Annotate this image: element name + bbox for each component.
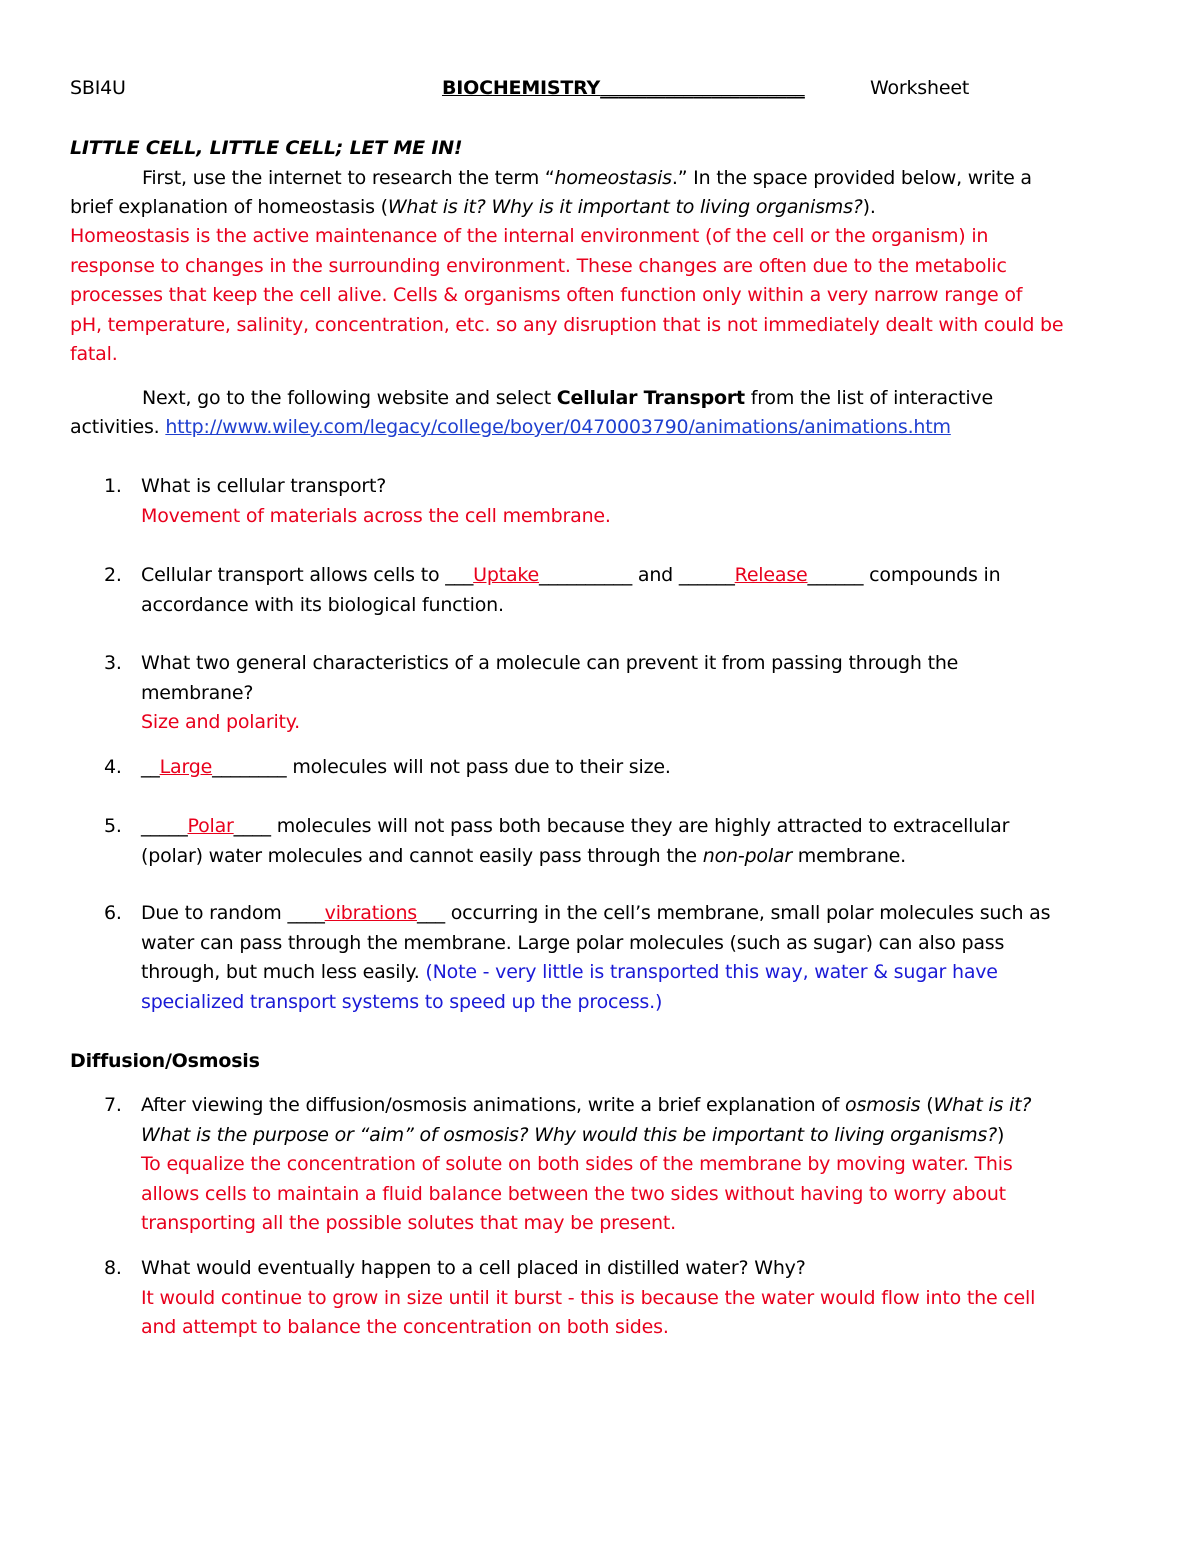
blank-line: ____ [287,902,325,924]
next-text: Next, go to the following website and select [142,387,557,409]
q5-text: molecules will not pass both because they are highly attracted to extracellular [270,815,1010,837]
blank-line: ____ [233,815,271,837]
intro-term: homeostasis [554,167,672,189]
title-text: BIOCHEMISTRY [442,77,601,99]
question-text [141,1121,1141,1151]
answer-line: pH, temperature, salinity, concentration, etc. so any disruption that is not immediately dealt with could be [70,313,1064,336]
q7-text-a: After viewing the diffusion/osmosis animations, write a brief explanation of [141,1094,846,1116]
next-text-2: from the list of interactive [744,387,993,409]
question-text [141,842,1141,872]
q6-text-a: Due to random [141,902,288,924]
question-number: 1. [104,475,122,497]
q2-text-b: and [632,564,679,586]
next-instruction-2 [70,413,951,443]
question-text [141,753,1141,783]
answer-large: Large [159,756,213,778]
q2-text-c: compounds in [863,564,1001,586]
non-polar-term: non-polar [702,844,792,867]
course-code: SBI4U [70,77,126,99]
question-3 [141,649,1141,738]
answer-text: transporting all the possible solutes that may be present. [141,1212,676,1235]
question-2 [141,561,1141,620]
intro-text-2: .” In the space provided below, write a [671,167,1032,189]
question-number: 5. [104,815,122,837]
q5-text-2: (polar) water molecules and cannot easily pass through the [141,844,703,867]
question-text: accordance with its biological function. [141,593,504,616]
q7-text-b: ( [920,1094,934,1116]
answer-vibrations: vibrations [324,902,417,924]
blank-line: ________ [212,756,287,778]
blank-line: ___ [445,564,474,586]
question-text: What two general characteristics of a molecule can prevent it from passing through the [141,652,959,674]
question-text [141,958,1141,988]
next-instruction [142,384,993,414]
question-4 [141,753,1141,783]
question-text: What is cellular transport? [141,475,387,497]
intro-line-1 [142,164,1032,194]
blank-line: __________ [539,564,633,586]
intro-text: First, use the internet to research the term “ [142,167,555,189]
question-text [141,1091,1141,1121]
note-text: (Note - very little is transported this way, water & sugar have [425,961,998,984]
intro-question: What is it? Why is it important to living organisms? [387,196,863,218]
question-text [141,812,1141,842]
blank-line: ___ [417,902,445,924]
q4-text: molecules will not pass due to their size. [286,756,671,778]
question-number: 4. [104,756,122,778]
question-5 [141,812,1141,871]
q7-question: What is it? [933,1094,1032,1116]
answer-text: To equalize the concentration of solute on both sides of the membrane by moving water. This [141,1153,1013,1176]
blank-line: _____ [141,815,188,837]
question-number: 6. [104,902,122,924]
answer-line: processes that keep the cell alive. Cells & organisms often function only within a very narrow range of [70,284,1023,307]
q2-text-a: Cellular transport allows cells to [141,564,446,586]
answer-release: Release [734,564,808,586]
next-text-3: activities. [70,416,166,438]
answer-line: response to changes in the surrounding environment. These changes are often due to the metabolic [70,254,1007,277]
question-6 [141,899,1141,1017]
q6-text-b: occurring in the cell’s membrane, small polar molecules such as [444,902,1051,924]
title-underline-trail: ______________________ [600,77,805,99]
question-text: membrane? [141,681,254,704]
intro-text-3: brief explanation of homeostasis ( [70,196,388,218]
section-title-diffusion: Diffusion/Osmosis [70,1050,260,1072]
answer-line: Homeostasis is the active maintenance of the internal environment (of the cell or the organism) in [70,225,989,247]
q7-text-c: ) [996,1123,1005,1146]
blank-line: ______ [678,564,735,586]
answer-text: Size and polarity. [141,711,300,734]
q6-text-c: through, but much less easily. [141,961,426,984]
note-text: specialized transport systems to speed up the process.) [141,990,663,1013]
blank-line: __ [141,756,160,778]
question-text [141,561,1141,591]
answer-line: fatal. [70,343,118,366]
document-title [442,74,805,104]
q5-text-3: membrane. [791,844,906,867]
osmosis-term: osmosis [845,1094,921,1116]
wiley-animations-link[interactable]: http://www.wiley.com/legacy/college/boyer/0470003790/animations/animations.htm [165,416,951,438]
question-7 [141,1091,1141,1239]
question-number: 3. [104,652,122,674]
cellular-transport-label: Cellular Transport [556,387,745,409]
question-text: What would eventually happen to a cell placed in distilled water? Why? [141,1257,806,1279]
question-number: 2. [104,564,122,586]
question-8 [141,1254,1141,1343]
answer-text: allows cells to maintain a fluid balance between the two sides without having to worry about [141,1182,1006,1205]
answer-polar: Polar [187,815,234,837]
question-1 [141,472,1141,531]
answer-uptake: Uptake [473,564,540,586]
answer-text: and attempt to balance the concentration on both sides. [141,1316,669,1339]
question-number: 7. [104,1094,122,1116]
intro-text-4: ). [862,196,876,218]
question-text: water can pass through the membrane. Large polar molecules (such as sugar) can also pass [141,931,1005,954]
question-number: 8. [104,1257,122,1279]
document-type: Worksheet [870,77,970,99]
homeostasis-answer [70,222,1063,370]
intro-line-2 [70,193,876,223]
answer-text: It would continue to grow in size until it burst - this is because the water would flow into the cell [141,1286,1036,1309]
answer-text: Movement of materials across the cell membrane. [141,504,611,527]
question-text [141,899,1141,929]
section-title: LITTLE CELL, LITTLE CELL; LET ME IN! [70,137,463,159]
blank-line: ______ [807,564,864,586]
q7-question-2: What is the purpose or “aim” of osmosis? Why would this be important to living organisms? [141,1123,997,1146]
